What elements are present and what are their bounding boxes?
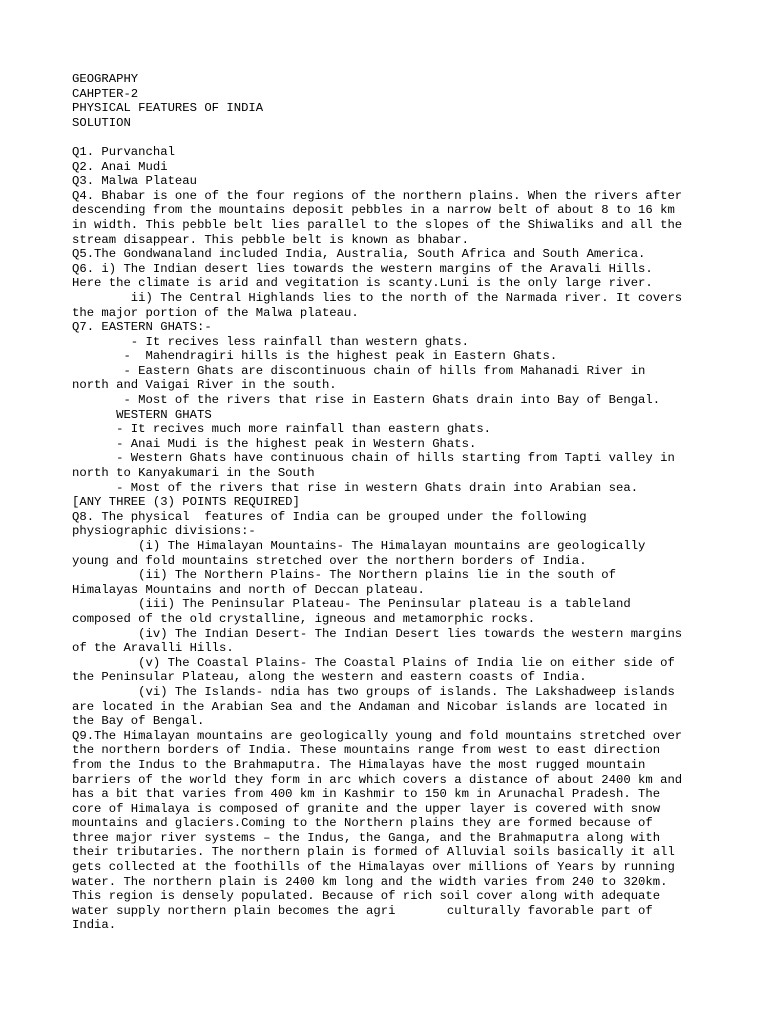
answer-line: - It recives much more rainfall than eastern ghats. [72, 422, 492, 437]
answer-q4 [72, 189, 712, 247]
answer-line: (vi) The Islands- ndia has two groups of islands. The Lakshadweep islands [72, 684, 675, 699]
answer-line: (v) The Coastal Plains- The Coastal Plains of India lie on either side of [72, 655, 675, 670]
answer-line: - Western Ghats have continuous chain of hills starting from Tapti valley in [72, 451, 675, 466]
answer-line: [ANY THREE (3) POINTS REQUIRED] [72, 495, 300, 510]
answer-q9 [72, 729, 712, 933]
answer-line: - Most of the rivers that rise in Eastern Ghats drain into Bay of Bengal. [72, 393, 661, 408]
answer-line: Q6. i) The Indian desert lies towards the western margins of the Aravali Hills. [72, 261, 653, 276]
answer-line: Q5.The Gondwanaland included India, Australia, South Africa and South America. [72, 247, 646, 262]
chapter-heading: CAHPTER-2 [72, 86, 139, 101]
answer-line: gets collected at the foothills of the Himalayas over millions of Years by running [72, 860, 675, 875]
answer-line: three major river systems – the Indus, the Ganga, and the Brahmaputra along with [72, 830, 661, 845]
answer-line: physiographic divisions:- [72, 524, 256, 539]
answer-line: WESTERN GHATS [72, 407, 212, 422]
answer-q2 [72, 160, 712, 175]
answer-line: Q2. Anai Mudi [72, 159, 168, 174]
subject-heading: GEOGRAPHY [72, 72, 139, 86]
answer-q8 [72, 510, 712, 729]
answer-line: India. [72, 918, 117, 933]
answer-q7 [72, 320, 712, 510]
answer-line: north to Kanyakumari in the South [72, 466, 315, 481]
answer-q3 [72, 174, 712, 189]
answer-line: composed of the old crystalline, igneous and metamorphic rocks. [72, 611, 536, 626]
document-header [72, 72, 712, 130]
answer-line: Q4. Bhabar is one of the four regions of the northern plains. When the rivers after [72, 188, 683, 203]
answer-line: - It recives less rainfall than western ghats. [72, 334, 469, 349]
answer-line: (iii) The Peninsular Plateau- The Peninsular plateau is a tableland [72, 597, 631, 612]
answer-line: water supply northern plain becomes the agri culturally favorable part of [72, 903, 653, 918]
answer-line: (i) The Himalayan Mountains- The Himalayan mountains are geologically [72, 539, 646, 553]
answer-line: stream disappear. This pebble belt is known as bhabar. [72, 232, 469, 247]
answer-line: ii) The Central Highlands lies to the north of the Narmada river. It covers [72, 290, 683, 305]
answer-line: the major portion of the Malwa plateau. [72, 305, 359, 320]
answer-line: core of Himalaya is composed of granite and the upper layer is covered with snow [72, 801, 661, 816]
spacer [72, 130, 712, 145]
answer-line: young and fold mountains stretched over the northern borders of India. [72, 553, 587, 568]
answer-line: - Anai Mudi is the highest peak in Western Ghats. [72, 436, 477, 451]
answer-line: north and Vaigai River in the south. [72, 378, 337, 393]
answer-line: Q9.The Himalayan mountains are geologically young and fold mountains stretched over [72, 728, 683, 743]
answer-line: Q7. EASTERN GHATS:- [72, 320, 212, 335]
answer-line: the Peninsular Plateau, along the western and eastern coasts of India. [72, 670, 587, 685]
answer-line: (iv) The Indian Desert- The Indian Desert lies towards the western margins [72, 626, 683, 641]
answer-line: This region is densely populated. Because of rich soil cover along with adequate [72, 889, 661, 904]
answer-line: barriers of the world they form in arc which covers a distance of about 2400 km and [72, 772, 683, 787]
answer-line: (ii) The Northern Plains- The Northern plains lie in the south of [72, 568, 616, 583]
answer-line: the northern borders of India. These mountains range from west to east direction [72, 743, 661, 758]
answer-line: descending from the mountains deposit pebbles in a narrow belt of about 8 to 16 km [72, 203, 675, 218]
document-page [72, 72, 712, 933]
answer-line: their tributaries. The northern plain is formed of Alluvial soils basically it all [72, 845, 675, 860]
answer-line: - Mahendragiri hills is the highest peak in Eastern Ghats. [72, 349, 558, 364]
answer-line: Here the climate is arid and vegitation is scanty.Luni is the only large river. [72, 276, 653, 291]
answer-line: Q3. Malwa Plateau [72, 174, 197, 189]
answer-line: water. The northern plain is 2400 km long and the width varies from 240 to 320km. [72, 874, 668, 889]
answer-line: the Bay of Bengal. [72, 714, 205, 729]
answer-line: Himalayas Mountains and north of Deccan plateau. [72, 582, 425, 597]
answer-line: mountains and glaciers.Coming to the Northern plains they are formed because of [72, 816, 653, 831]
answer-line: from the Indus to the Brahmaputra. The Himalayas have the most rugged mountain [72, 757, 646, 772]
answer-line: - Most of the rivers that rise in western Ghats drain into Arabian sea. [72, 480, 639, 495]
answer-line: are located in the Arabian Sea and the Andaman and Nicobar islands are located in [72, 699, 668, 714]
answer-line: Q8. The physical features of India can be grouped under the following [72, 509, 587, 524]
answer-line: Q1. Purvanchal [72, 144, 175, 159]
answer-q5 [72, 247, 712, 262]
solution-label: SOLUTION [72, 115, 131, 130]
answer-line: of the Aravalli Hills. [72, 641, 234, 656]
page-title: PHYSICAL FEATURES OF INDIA [72, 101, 264, 116]
answer-q1 [72, 145, 712, 160]
answer-line: in width. This pebble belt lies parallel to the slopes of the Shiwaliks and all the [72, 217, 683, 232]
answer-q6 [72, 262, 712, 320]
answer-line: - Eastern Ghats are discontinuous chain of hills from Mahanadi River in [72, 363, 646, 378]
answer-line: has a bit that varies from 400 km in Kashmir to 150 km in Arunachal Pradesh. The [72, 787, 661, 802]
